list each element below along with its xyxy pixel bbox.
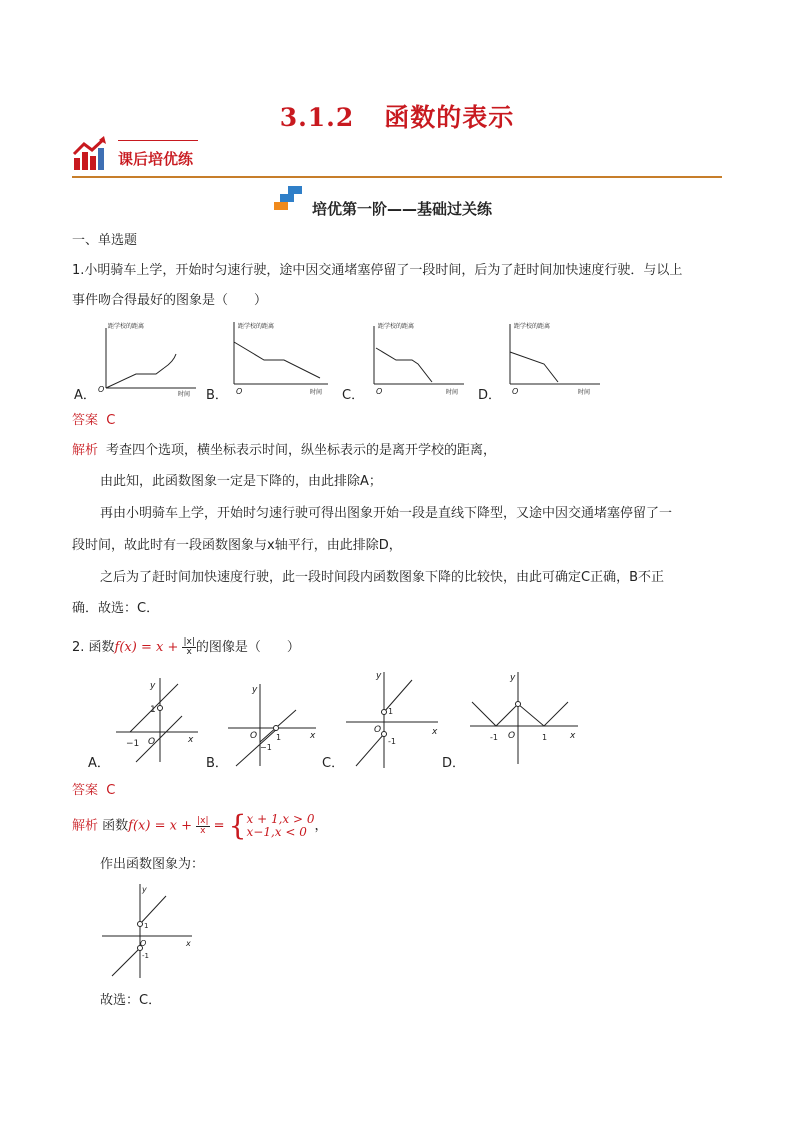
q2-draw-label: 作出函数图象为： (100, 857, 205, 872)
q2-option-b: B． (206, 756, 228, 771)
q1d-xlabel: 时间 (578, 389, 591, 396)
svg-text:−1: −1 (126, 739, 140, 749)
section-overline (118, 140, 198, 141)
q1-graph-c (360, 316, 472, 400)
q2-graph-c (342, 668, 444, 770)
svg-text:y: y (142, 885, 147, 894)
svg-text:y: y (150, 681, 156, 691)
q1-graph-b (224, 316, 336, 400)
q1c-ylabel: 距学校的距离 (378, 323, 415, 330)
svg-text:-1: -1 (388, 737, 396, 746)
svg-text:1: 1 (388, 707, 394, 716)
q2-answer-value: C (106, 783, 116, 798)
section-number: 3.1.2 (279, 103, 355, 132)
svg-text:O: O (250, 731, 258, 741)
q1-answer: 答案 C (72, 413, 116, 428)
q1c-xlabel: 时间 (446, 389, 459, 396)
steps-icon (274, 184, 308, 212)
q1-option-a: A． (74, 388, 96, 403)
q1-stem-line2: 事件吻合得最好的图象是（ ） (72, 293, 268, 308)
svg-text:x: x (310, 731, 316, 741)
q1-analysis-line1: 考查四个选项，横坐标表示时间，纵坐标表示的是离开学校的距离， (106, 443, 497, 458)
section-divider (72, 176, 722, 178)
q1-graph-a (92, 316, 204, 400)
q2-case2: x−1,x < 0 (246, 825, 307, 839)
svg-text:O: O (508, 731, 516, 741)
q1-option-b: B． (206, 388, 228, 403)
title-text: 函数的表示 (384, 103, 515, 132)
q2-stem-func: f(x) = x + (114, 640, 183, 655)
q1b-origin: O (236, 387, 243, 396)
q2-stem: 2. 函数f(x) = x + $\frac{|x|}{x}$ 的图像是（ ） (72, 637, 300, 657)
svg-text:1: 1 (276, 733, 282, 742)
svg-text:O: O (374, 725, 382, 735)
q1a-ylabel: 距学校的距离 (108, 323, 145, 330)
q2-option-d: D． (442, 756, 466, 771)
q1-stem-line1: 1.小明骑车上学，开始时匀速行驶，途中因交通堵塞停留了一段时间，后为了赶时间加快速度行驶．与以上 (72, 263, 683, 278)
svg-text:−1: −1 (260, 743, 272, 752)
q2-solution-graph (100, 880, 200, 980)
q1a-origin: O (98, 385, 105, 394)
svg-text:O: O (148, 737, 156, 747)
q1-option-c: C． (342, 388, 365, 403)
q2-answer: 答案 C (72, 783, 116, 798)
svg-text:y: y (510, 673, 516, 683)
q1d-origin: O (512, 387, 519, 396)
svg-text:1: 1 (150, 705, 156, 715)
q2-analysis: 解析 函数f(x) = x + $\frac{|x|}{x}$ = { x + 1,x > 0 x−1,x < 0 ， (72, 809, 328, 842)
svg-text:O: O (140, 939, 147, 948)
q1-option-d: D． (478, 388, 502, 403)
page-title (0, 98, 794, 134)
q2-graph-d (466, 668, 582, 768)
q2-option-c: C． (322, 756, 345, 771)
q1a-xlabel: 时间 (178, 391, 191, 398)
svg-text:x: x (188, 735, 194, 745)
q1b-xlabel: 时间 (310, 389, 323, 396)
q2-frac-den: x (186, 647, 192, 657)
svg-text:x: x (570, 731, 576, 741)
q1b-ylabel: 距学校的距离 (238, 323, 275, 330)
section-title: 课后培优练 (118, 150, 194, 168)
svg-text:-1: -1 (142, 952, 149, 960)
svg-text:x: x (186, 939, 191, 948)
q1-analysis-label: 解析 (72, 443, 99, 458)
q1d-ylabel: 距学校的距离 (514, 323, 551, 330)
q1c-origin: O (376, 387, 383, 396)
q1-graph-d (496, 316, 608, 400)
q1-analysis-line5: 之后为了赶时间加快速度行驶，此一段时间段内函数图象下降的比较快，由此可确定C正确，B不正 (100, 570, 664, 585)
svg-text:x: x (432, 727, 438, 737)
part-heading: 一、单选题 (72, 233, 138, 248)
q2-option-a: A． (88, 756, 110, 771)
q1-answer-value: C (106, 413, 116, 428)
svg-text:y: y (252, 685, 258, 695)
q2-case1: x + 1,x > 0 (246, 812, 315, 826)
bar-chart-logo-icon (72, 136, 108, 172)
q2-graph-b (226, 680, 322, 770)
svg-text:y: y (376, 671, 382, 681)
svg-text:1: 1 (542, 733, 548, 742)
q1-analysis-line6: 确．故选：C． (72, 601, 160, 616)
q1-analysis-line3: 再由小明骑车上学，开始时匀速行驶可得出图象开始一段是直线下降型，又途中因交通堵塞停留了一 (100, 506, 673, 521)
q1-analysis-line2: 由此知，此函数图象一定是下降的，由此排除A； (100, 474, 382, 489)
svg-text:-1: -1 (490, 733, 498, 742)
subsection-title: 培优第一阶——基础过关练 (312, 200, 493, 218)
q1-analysis-line4: 段时间，故此时有一段函数图象与x轴平行，由此排除D， (72, 538, 402, 553)
q2-conclusion: 故选：C． (100, 993, 162, 1008)
q2-graph-a (112, 670, 208, 766)
q2-frac-num: |x| (183, 637, 195, 647)
svg-text:1: 1 (144, 922, 149, 930)
